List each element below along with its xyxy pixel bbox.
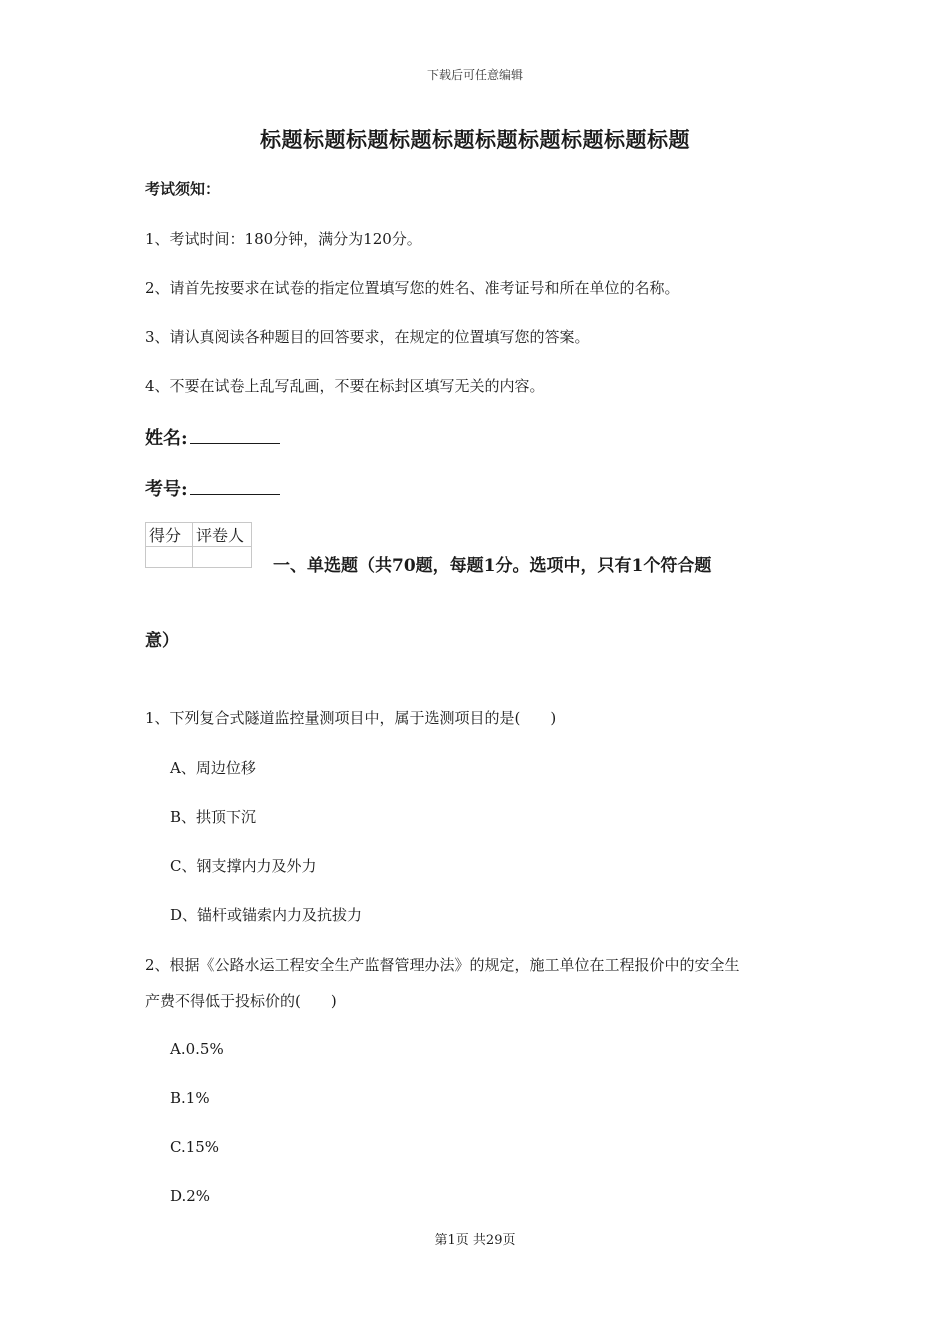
score-table — [145, 522, 252, 568]
option-item: B、拱顶下沉 — [170, 808, 257, 826]
name-blank[interactable] — [190, 427, 280, 444]
score-cell — [146, 547, 193, 568]
name-label: 姓名: — [145, 428, 188, 449]
notice-heading: 考试须知： — [145, 180, 221, 198]
option-item: D.2% — [170, 1187, 211, 1205]
document-title: 标题标题标题标题标题标题标题标题标题标题 — [260, 127, 690, 152]
id-blank[interactable] — [190, 478, 280, 495]
header-note: 下载后可任意编辑 — [426, 68, 523, 82]
option-item: A、周边位移 — [170, 759, 256, 777]
id-field — [145, 475, 280, 501]
notice-item: 4、不要在试卷上乱写乱画，不要在标封区填写无关的内容。 — [145, 377, 545, 395]
id-label: 考号: — [145, 479, 188, 500]
question-text: 1、下列复合式隧道监控量测项目中，属于选测项目的是( ) — [145, 709, 557, 727]
score-header: 得分 — [146, 523, 193, 547]
option-item: A.0.5% — [170, 1040, 224, 1058]
page-footer: 第1页 共29页 — [434, 1233, 516, 1248]
notice-item: 3、请认真阅读各种题目的回答要求，在规定的位置填写您的答案。 — [145, 328, 590, 346]
section-title-continued: 意） — [145, 631, 179, 651]
question-text: 2、根据《公路水运工程安全生产监督管理办法》的规定，施工单位在工程报价中的安全生 — [145, 956, 740, 974]
name-field — [145, 424, 280, 450]
option-item: C、钢支撑内力及外力 — [170, 857, 317, 875]
option-item: D、锚杆或锚索内力及抗拔力 — [170, 906, 363, 924]
option-item: B.1% — [170, 1089, 210, 1107]
section-title: 一、单选题（共70题，每题1分。选项中，只有1个符合题 — [273, 556, 712, 576]
grader-cell — [193, 547, 252, 568]
option-item: C.15% — [170, 1138, 220, 1156]
question-text-continued: 产费不得低于投标价的( ) — [145, 992, 337, 1010]
notice-item: 1、考试时间：180分钟，满分为120分。 — [145, 230, 422, 248]
notice-item: 2、请首先按要求在试卷的指定位置填写您的姓名、准考证号和所在单位的名称。 — [145, 279, 680, 297]
grader-header: 评卷人 — [193, 523, 252, 547]
